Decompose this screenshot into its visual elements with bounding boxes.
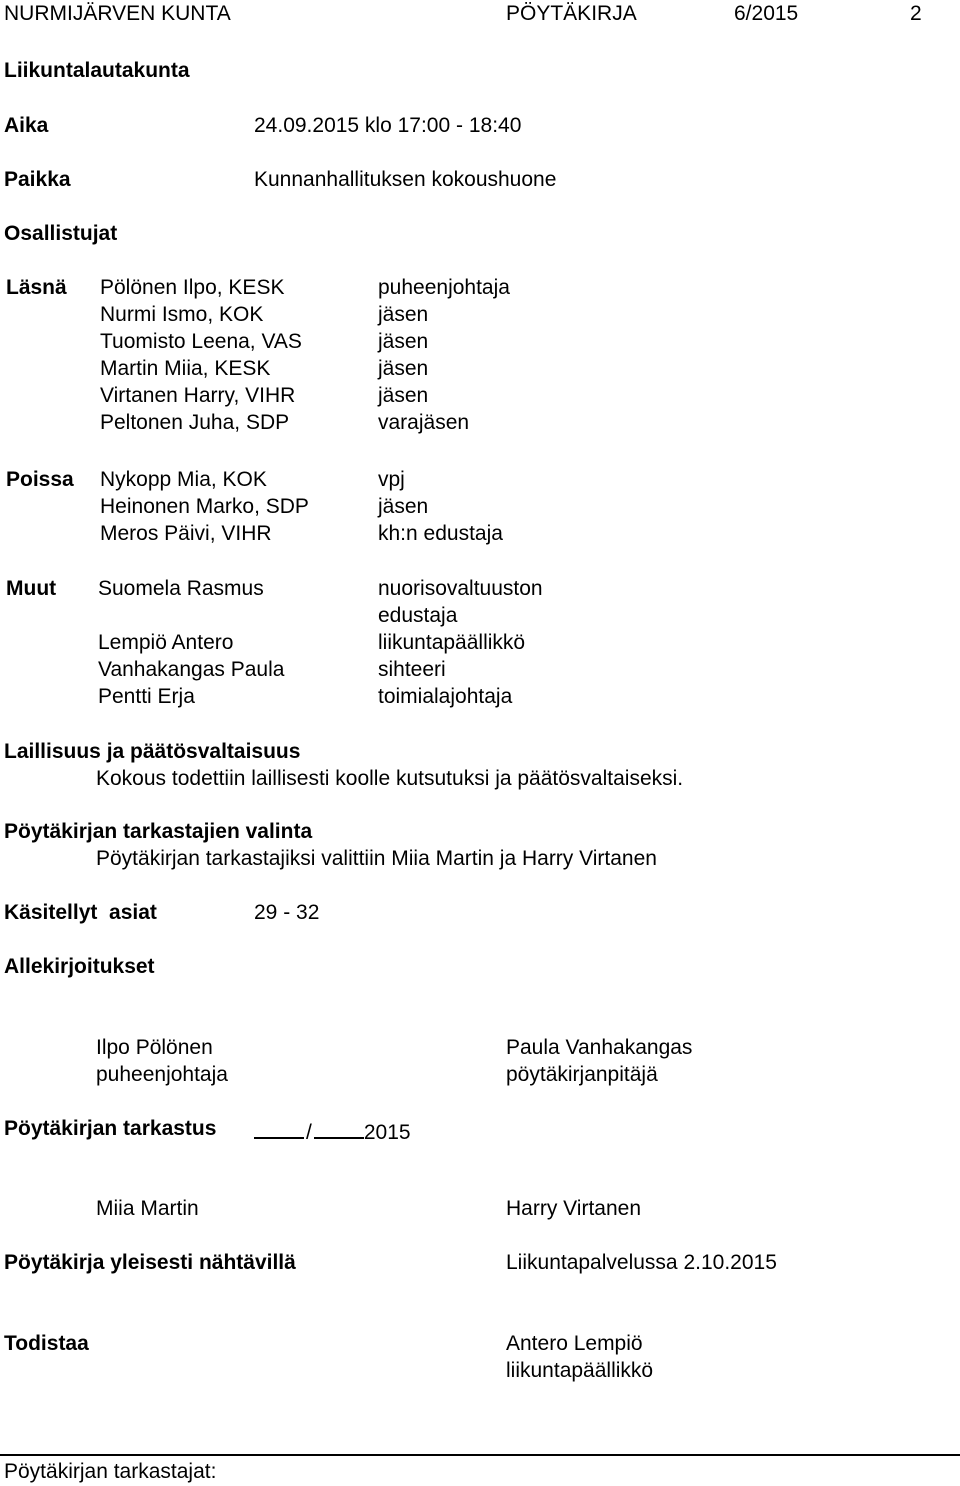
participant-name: Tuomisto Leena, VAS — [100, 330, 302, 353]
attest-signer — [506, 1330, 653, 1384]
time-label: Aika — [4, 114, 49, 137]
participant-role: edustaja — [378, 604, 458, 627]
signature-left — [96, 1034, 228, 1088]
attest-label: Todistaa — [4, 1332, 89, 1355]
time-value: 24.09.2015 klo 17:00 - 18:40 — [254, 114, 522, 137]
date-slash: / — [306, 1121, 312, 1144]
participant-role: kh:n edustaja — [378, 522, 503, 545]
legality-text: Kokous todettiin laillisesti koolle kutsutuksi ja päätösvaltaiseksi. — [96, 767, 684, 790]
participant-role: toimialajohtaja — [378, 685, 513, 708]
committee-name: Liikuntalautakunta — [4, 59, 190, 82]
participant-name: Pölönen Ilpo, KESK — [100, 276, 285, 299]
place-label: Paikka — [4, 168, 71, 191]
participant-role: varajäsen — [378, 411, 470, 434]
attest-title: liikuntapäällikkö — [506, 1359, 654, 1382]
participant-role: puheenjohtaja — [378, 276, 510, 299]
participant-role: jäsen — [378, 384, 429, 407]
footer-label: Pöytäkirjan tarkastajat: — [4, 1460, 217, 1483]
absent-roles — [378, 466, 503, 547]
participant-role: jäsen — [378, 303, 429, 326]
review-right-name: Harry Virtanen — [506, 1197, 642, 1220]
header-doc-number: 6/2015 — [734, 2, 799, 25]
review-label: Pöytäkirjan tarkastus — [4, 1117, 217, 1140]
participant-name: Lempiö Antero — [98, 631, 234, 654]
legality-heading: Laillisuus ja päätösvaltaisuus — [4, 740, 301, 763]
participant-name: Suomela Rasmus — [98, 577, 264, 600]
public-label: Pöytäkirja yleisesti nähtävillä — [4, 1251, 296, 1274]
participant-role: jäsen — [378, 330, 429, 353]
participant-name: Heinonen Marko, SDP — [100, 495, 309, 518]
header-doc-type: PÖYTÄKIRJA — [506, 2, 637, 25]
review-year: 2015 — [363, 1121, 411, 1144]
items-label: Käsitellyt asiat — [4, 901, 157, 924]
absent-label: Poissa — [6, 468, 74, 491]
participant-role: jäsen — [378, 495, 429, 518]
inspectors-heading: Pöytäkirjan tarkastajien valinta — [4, 820, 313, 843]
review-date-line — [254, 1115, 411, 1146]
present-label: Läsnä — [6, 276, 67, 299]
header-page-number: 2 — [910, 2, 922, 25]
participant-name: Nurmi Ismo, KOK — [100, 303, 264, 326]
signer-title: pöytäkirjanpitäjä — [506, 1063, 658, 1086]
participant-name: Vanhakangas Paula — [98, 658, 285, 681]
items-value: 29 - 32 — [254, 901, 320, 924]
participant-role: vpj — [378, 468, 405, 491]
day-blank — [254, 1115, 304, 1139]
participants-heading: Osallistujat — [4, 222, 118, 245]
participant-role: liikuntapäällikkö — [378, 631, 526, 654]
participant-name — [98, 602, 284, 629]
signatures-heading: Allekirjoitukset — [4, 955, 155, 978]
signer-title: puheenjohtaja — [96, 1063, 228, 1086]
footer-divider — [0, 1454, 960, 1456]
absent-list — [100, 466, 309, 547]
inspectors-text: Pöytäkirjan tarkastajiksi valittiin Miia Martin ja Harry Virtanen — [96, 847, 657, 870]
participant-role: jäsen — [378, 357, 429, 380]
signature-right — [506, 1034, 692, 1088]
participant-name: Meros Päivi, VIHR — [100, 522, 272, 545]
participant-name: Martin Miia, KESK — [100, 357, 271, 380]
participant-name: Virtanen Harry, VIHR — [100, 384, 296, 407]
participant-name: Pentti Erja — [98, 685, 195, 708]
participant-role: nuorisovaltuuston — [378, 577, 543, 600]
others-roles — [378, 575, 543, 710]
review-left-name: Miia Martin — [96, 1197, 199, 1220]
present-list — [100, 274, 302, 436]
participant-name: Peltonen Juha, SDP — [100, 411, 290, 434]
others-label: Muut — [6, 577, 57, 600]
attest-name: Antero Lempiö — [506, 1332, 643, 1355]
signer-name: Paula Vanhakangas — [506, 1036, 693, 1059]
participant-role: sihteeri — [378, 658, 446, 681]
public-value: Liikuntapalvelussa 2.10.2015 — [506, 1251, 777, 1274]
place-value: Kunnanhallituksen kokoushuone — [254, 168, 557, 191]
participant-name: Nykopp Mia, KOK — [100, 468, 267, 491]
header-municipality: NURMIJÄRVEN KUNTA — [4, 2, 231, 25]
signer-name: Ilpo Pölönen — [96, 1036, 213, 1059]
others-list — [98, 575, 284, 710]
present-roles — [378, 274, 510, 436]
month-blank — [314, 1115, 364, 1139]
